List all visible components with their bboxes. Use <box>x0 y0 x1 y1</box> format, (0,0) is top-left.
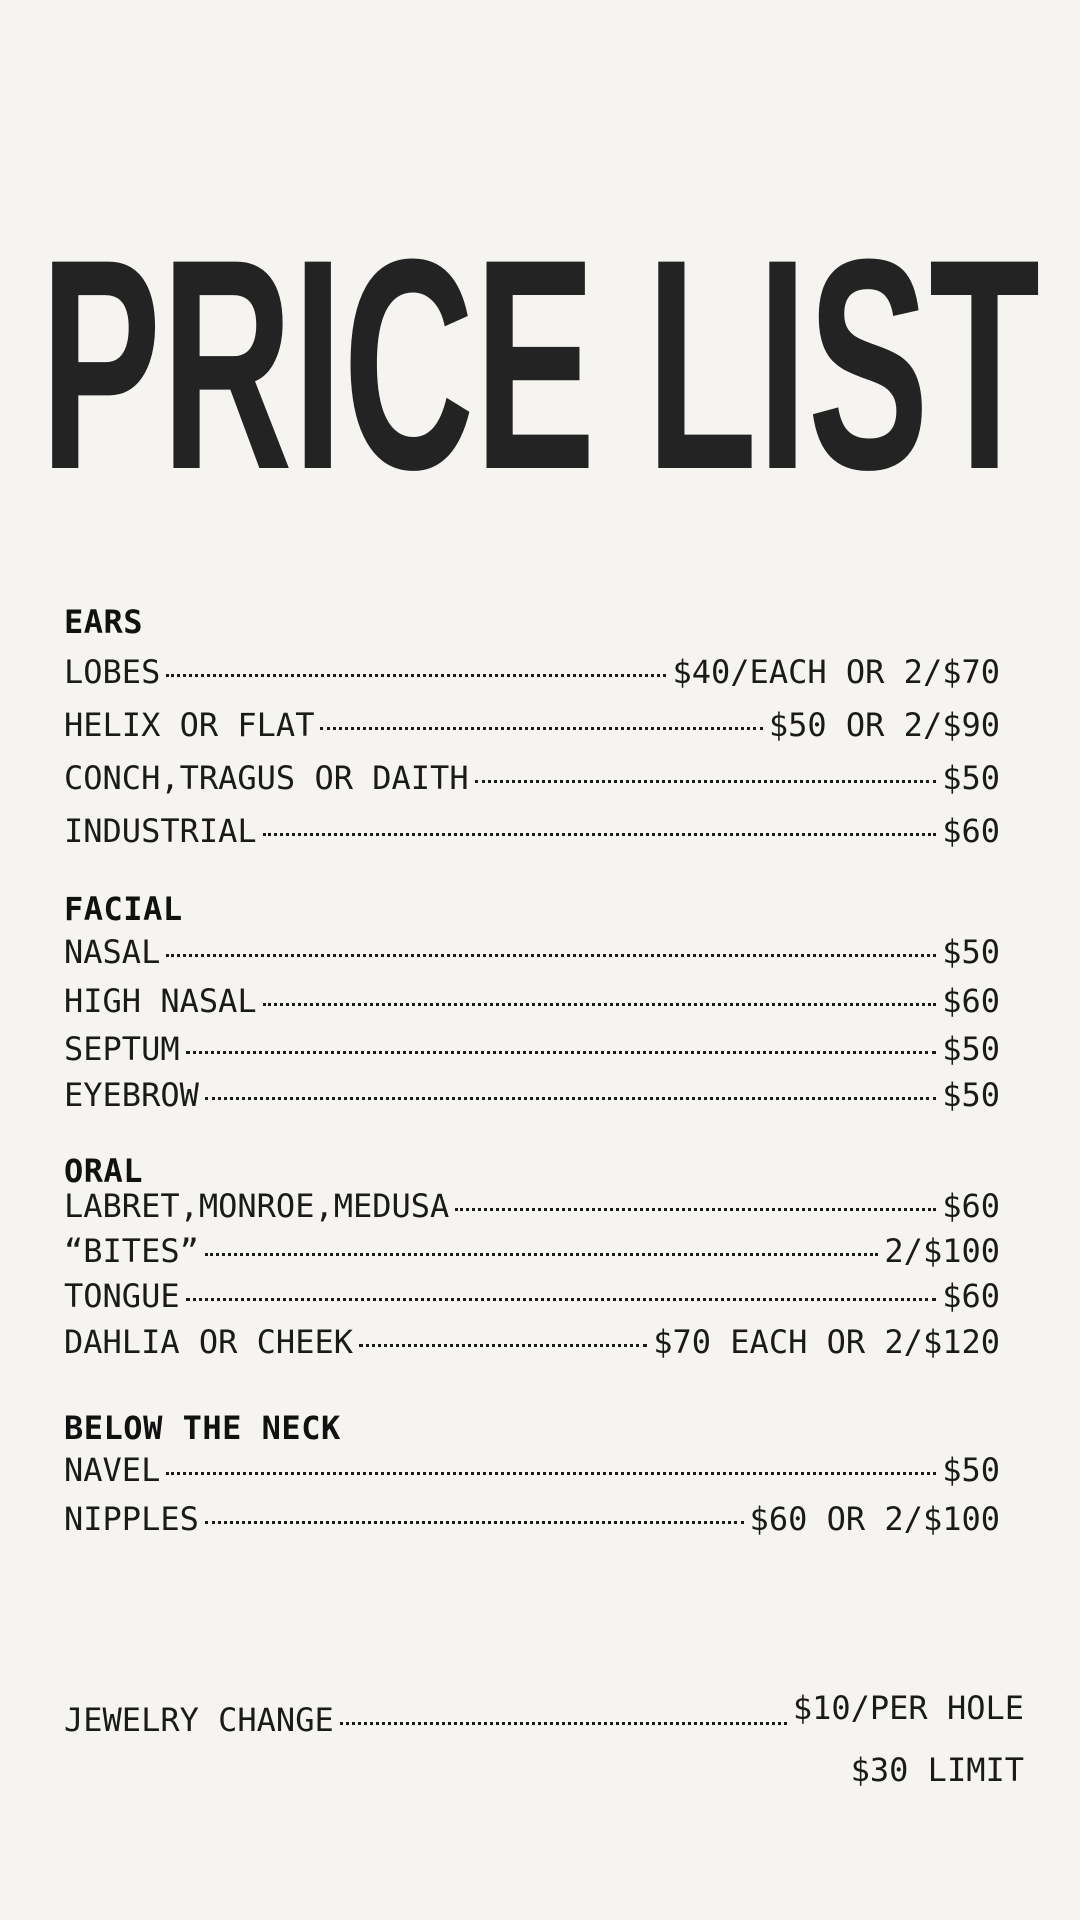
item-label: NASAL <box>64 933 161 971</box>
dot-leader <box>359 1344 647 1347</box>
item-price: $70 EACH OR 2/$120 <box>653 1323 1000 1361</box>
item-price: $60 <box>942 1187 1000 1225</box>
item-price: 2/$100 <box>884 1232 1000 1270</box>
item-label: INDUSTRIAL <box>64 812 257 850</box>
dot-leader <box>186 1298 937 1301</box>
item-price: $60 <box>942 812 1000 850</box>
item-price: $50 <box>942 1030 1000 1068</box>
price-row-conch-tragus-daith <box>64 758 1000 798</box>
price-row-eyebrow <box>64 1075 1000 1115</box>
item-price: $60 <box>942 1277 1000 1315</box>
dot-leader <box>186 1051 937 1054</box>
price-row-navel <box>64 1450 1000 1490</box>
item-label: HELIX OR FLAT <box>64 706 315 744</box>
section-heading-below-the-neck: BELOW THE NECK <box>64 1409 341 1447</box>
jewelry-limit-note: $30 LIMIT <box>850 1751 1024 1789</box>
item-label: JEWELRY CHANGE <box>64 1701 334 1739</box>
section-heading-ears: EARS <box>64 603 144 641</box>
price-row-dahlia-or-cheek <box>64 1322 1000 1362</box>
price-row-lobes <box>64 652 1000 692</box>
item-label: HIGH NASAL <box>64 982 257 1020</box>
price-row-jewelry-change <box>64 1689 1024 1740</box>
item-price: $10/PER HOLE <box>792 1689 1024 1727</box>
price-row-high-nasal <box>64 981 1000 1021</box>
page-title <box>0 150 1080 490</box>
dot-leader <box>263 1003 937 1006</box>
item-price: $60 OR 2/$100 <box>749 1500 1000 1538</box>
item-label: SEPTUM <box>64 1030 180 1068</box>
price-row-bites <box>64 1231 1000 1271</box>
item-price: $60 <box>942 982 1000 1020</box>
item-price: $50 <box>942 1451 1000 1489</box>
item-price: $50 OR 2/$90 <box>768 706 1000 744</box>
item-label: “BITES” <box>64 1232 199 1270</box>
dot-leader <box>340 1722 787 1725</box>
dot-leader <box>263 833 937 836</box>
item-price: $40/EACH OR 2/$70 <box>672 653 1000 691</box>
item-label: LOBES <box>64 653 161 691</box>
item-label: TONGUE <box>64 1277 180 1315</box>
item-label: CONCH,TRAGUS OR DAITH <box>64 759 469 797</box>
item-price: $50 <box>942 1076 1000 1114</box>
item-price: $50 <box>942 759 1000 797</box>
dot-leader <box>166 954 936 957</box>
price-row-labret-monroe-medusa <box>64 1186 1000 1226</box>
item-price: $50 <box>942 933 1000 971</box>
price-row-industrial <box>64 811 1000 851</box>
price-row-nasal <box>64 932 1000 972</box>
item-label: DAHLIA OR CHEEK <box>64 1323 353 1361</box>
section-heading-facial: FACIAL <box>64 890 183 928</box>
price-row-septum <box>64 1029 1000 1069</box>
section-heading-oral: ORAL <box>64 1152 144 1190</box>
price-row-helix-or-flat <box>64 705 1000 745</box>
dot-leader <box>166 674 666 677</box>
dot-leader <box>455 1208 936 1211</box>
dot-leader <box>205 1521 744 1524</box>
page-title-text: PRICE LIST <box>40 196 1040 490</box>
item-label: NAVEL <box>64 1451 161 1489</box>
price-row-tongue <box>64 1276 1000 1316</box>
dot-leader <box>475 780 937 783</box>
item-label: NIPPLES <box>64 1500 199 1538</box>
dot-leader <box>205 1253 879 1256</box>
item-label: LABRET,MONROE,MEDUSA <box>64 1187 450 1225</box>
dot-leader <box>205 1097 936 1100</box>
dot-leader <box>320 727 762 730</box>
dot-leader <box>166 1472 936 1475</box>
item-label: EYEBROW <box>64 1076 199 1114</box>
price-row-nipples <box>64 1499 1000 1539</box>
